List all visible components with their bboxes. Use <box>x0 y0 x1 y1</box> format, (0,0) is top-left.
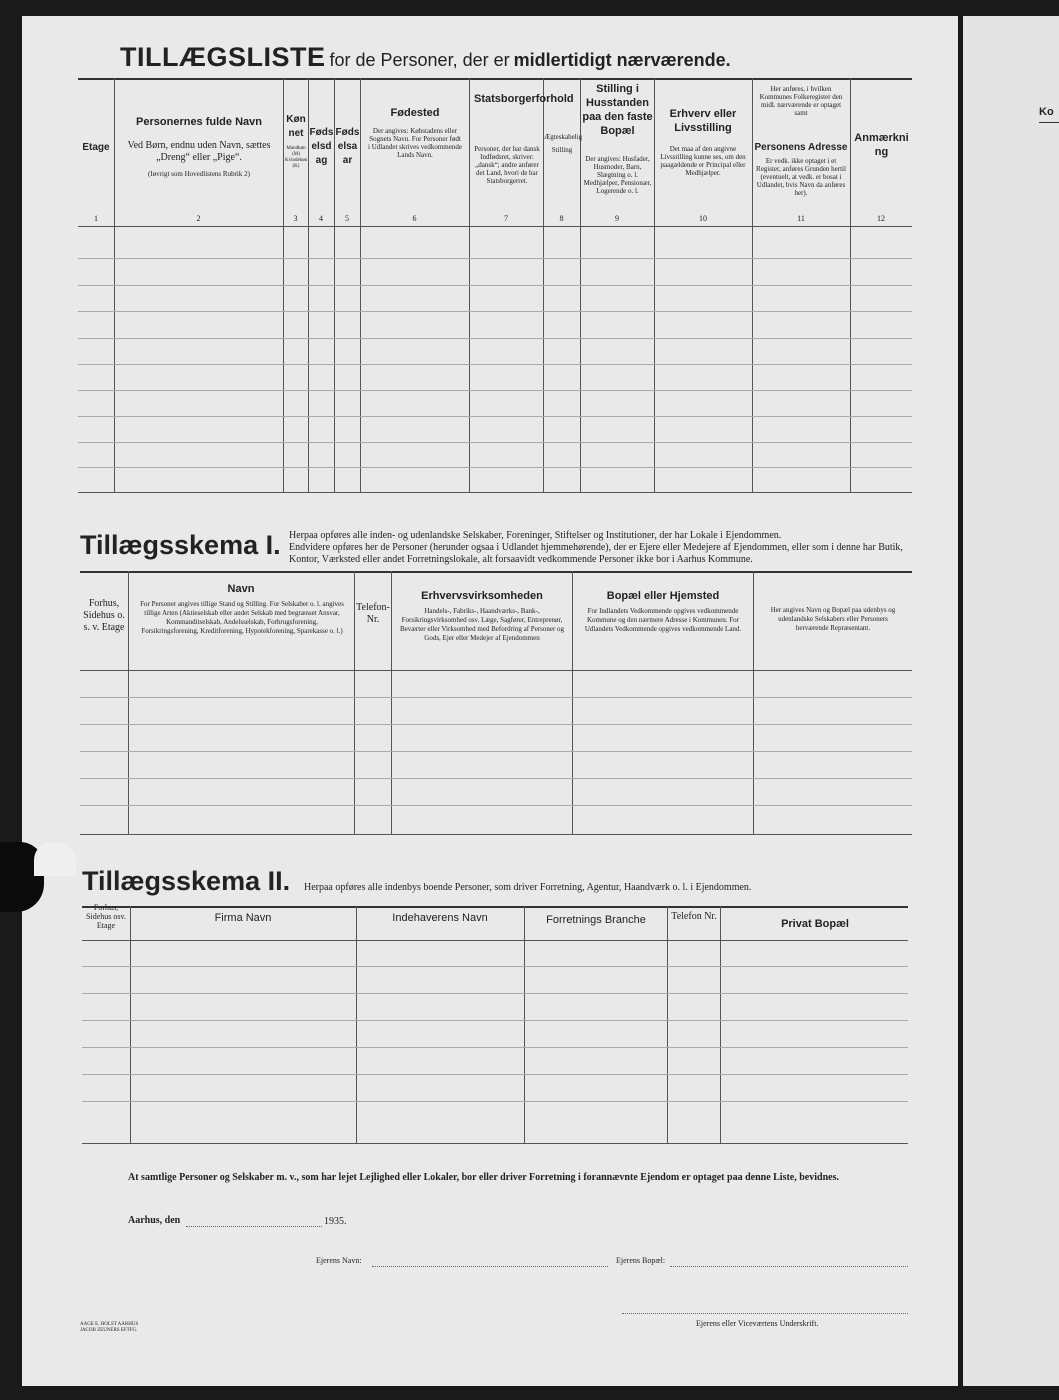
title-rest: for de Personer, der er <box>329 50 510 70</box>
col-fodested-note: Der angives: Købstadens eller Sognets Navn. For Personer født i Udlandet skrives vedkommende Lands Navn. <box>368 127 462 159</box>
col-num: 9 <box>615 214 619 223</box>
title-main: TILLÆGSLISTE <box>120 42 326 72</box>
col-navn-note: Ved Børn, endnu uden Navn, sættes „Dreng“ eller „Pige“. <box>127 140 271 163</box>
col-kon-note: Mandkøn (M) Kvindekøn (K) <box>285 146 308 169</box>
attestation: At samtlige Personer og Selskaber m. v., som har lejet Lejlighed eller Lokaler, bor eller driver Forretning i forannævnte Ejendom er optaget paa denne Liste, bevidnes. <box>128 1172 839 1183</box>
printer-mark-2: JACOB ZEUNERS EFTFG. <box>80 1328 138 1333</box>
skema1-col-bopael-note: For Indlandets Vedkommende opgives vedkommende Kommune og den nærmere Adresse i Kommunen. For Udlandets Vedkommende opgives vedkommende Land. <box>584 607 742 633</box>
skema2-col-branche: Forretnings Branche <box>546 914 646 926</box>
skema1-col-navn: Navn <box>227 583 255 595</box>
owner-address-label: Ejerens Bopæl: <box>616 1256 666 1265</box>
printer-mark: AAGE E. HOLST AARHUS <box>80 1322 139 1327</box>
skema2-title: Tillægsskema II. <box>82 866 291 896</box>
skema2-col-bopael: Privat Bopæl <box>781 918 849 930</box>
col-num: 3 <box>293 214 298 223</box>
signature-field[interactable] <box>622 1313 908 1314</box>
col-adresse-note: Er vedk. ikke optaget i et Register, anføres Grunden hertil (eventuelt, at vedk. er bosat i Udlandet, hvis Navn da anføres her). <box>756 157 846 197</box>
thumb-finger <box>34 842 76 876</box>
col-num: 12 <box>877 214 885 223</box>
signature-label: Ejerens eller Viceværtens Underskrift. <box>696 1319 819 1328</box>
title-bold: midlertidigt nærværende. <box>513 50 731 70</box>
col-num: 10 <box>699 214 707 223</box>
owner-name-label: Ejerens Navn: <box>316 1256 362 1265</box>
col-stilling: Stilling i Husstanden paa den faste Bopæl <box>582 83 653 137</box>
col-navn: Personernes fulde Navn <box>136 116 262 128</box>
col-kon: Kønnet <box>286 114 306 139</box>
col-stilling-note: Der angives: Husfader, Husmoder, Barn, Slægtning o. l. Medhjælper, Pensionær, Logerende o. l. <box>583 155 652 195</box>
col-anmaerkning: Anmærkning <box>854 132 909 158</box>
skema2-desc: Herpaa opføres alle indenbys boende Personer, som driver Forretning, Agentur, Haandværk o. l. i Ejendommen. <box>304 882 752 893</box>
col-erhverv: Erhverv eller Livsstilling <box>669 108 737 134</box>
col-num: 8 <box>559 214 564 223</box>
skema1-col-etage: Forhus, Sidehus o. s. v. Etage <box>83 598 125 633</box>
col-adresse-note-top: Her anføres, i hvilken Kommunes Folkeregister den midl. nærværende er optaget samt <box>759 85 843 117</box>
col-num: 4 <box>319 214 323 223</box>
col-adresse: Personens Adresse <box>754 142 848 153</box>
col-erhverv-note: Det maa af den angivne Livsstilling kunne ses, om den paagældende er Principal eller Medhjælper. <box>660 145 746 177</box>
skema1-col-navn-note: For Personer angives tillige Stand og Stilling. For Selskaber o. l. angives tillige Arten (Aktieselskab eller andet Selskab med begrænset Ansvar, Kommanditselskab, Andelsselskab, Forbrugsforening, Forsikringsforening, Kreditforening, Hypotekforening, Sparekasse o. l.) <box>140 600 344 635</box>
skema1-col-bopael: Bopæl eller Hjemsted <box>606 590 720 602</box>
skema1-col-erhverv-note: Handels-, Fabriks-, Haandværks-, Bank-, Forsikringsvirksomhed osv. Læge, Sagfører, Entreprenør, Beværter eller Virksomhed med Befordring af Personer og Gods, Ejer eller Medejer af Ejendommen <box>399 607 565 642</box>
skema1-col-erhverv: Erhvervsvirksomheden <box>421 590 543 602</box>
next-page-edge <box>963 16 1059 1386</box>
skema1-title: Tillægsskema I. <box>80 530 281 560</box>
col-num: 11 <box>797 214 805 223</box>
owner-name-field[interactable] <box>372 1266 608 1267</box>
skema1-desc1: Herpaa opføres alle inden- og udenlandske Selskaber, Foreninger, Stiftelser og Institutioner, der har Lokale i Ejendommen. <box>289 530 782 541</box>
date-field[interactable] <box>186 1226 322 1227</box>
year: 1935. <box>324 1216 347 1227</box>
col-fodselsaar: Fødselsaar <box>335 127 360 166</box>
col-aegteskab: Ægteskabelig Stilling <box>544 133 583 154</box>
city-date-label: Aarhus, den <box>128 1215 181 1226</box>
col-num: 5 <box>345 214 349 223</box>
skema1-col-telefon: Telefon-Nr. <box>356 602 390 625</box>
col-num: 1 <box>94 214 98 223</box>
col-navn-note2: (Iøvrigt som Hovedlistens Rubrik 2) <box>148 170 250 178</box>
col-statsborger: Statsborgerforhold <box>474 93 574 105</box>
owner-address-field[interactable] <box>670 1266 908 1267</box>
skema2-col-telefon: Telefon Nr. <box>671 911 717 922</box>
next-page-text: Ko <box>1039 106 1054 118</box>
page-title <box>120 42 731 73</box>
col-statsborger-note: Personer, der har dansk Indfødsret, skriver: „dansk“; andre anfører det Land, hvori de har Statsborgerret. <box>474 145 540 185</box>
skema2-col-indehaver: Indehaverens Navn <box>392 912 488 924</box>
col-num: 2 <box>196 214 201 223</box>
skema1-desc2: Endvidere opføres her de Personer (herunder ogsaa i Udlandet hjemmehørende), der er Ejere eller Medejere af Ejendommen, eller som i denne har Butik, Kontor, Værksted eller andet Forretningslokale, alt forsaavidt vedkommende Personer ikke bor i Aarhus Kommune. <box>289 542 903 565</box>
skema2-col-firma: Firma Navn <box>214 912 272 924</box>
col-fodselsdag: Fødselsdag <box>309 127 334 166</box>
col-num: 6 <box>412 214 417 223</box>
skema1-col-repraesentant: Her angives Navn og Bopæl paa udenbys og udenlandske Selskabers eller Personers herværende Repræsentant. <box>770 606 896 632</box>
col-num: 7 <box>504 214 508 223</box>
col-etage: Etage <box>82 142 110 153</box>
col-fodested: Fødested <box>390 107 440 119</box>
skema2-col-etage: Forhus, Sidehus osv. Etage <box>86 903 126 930</box>
